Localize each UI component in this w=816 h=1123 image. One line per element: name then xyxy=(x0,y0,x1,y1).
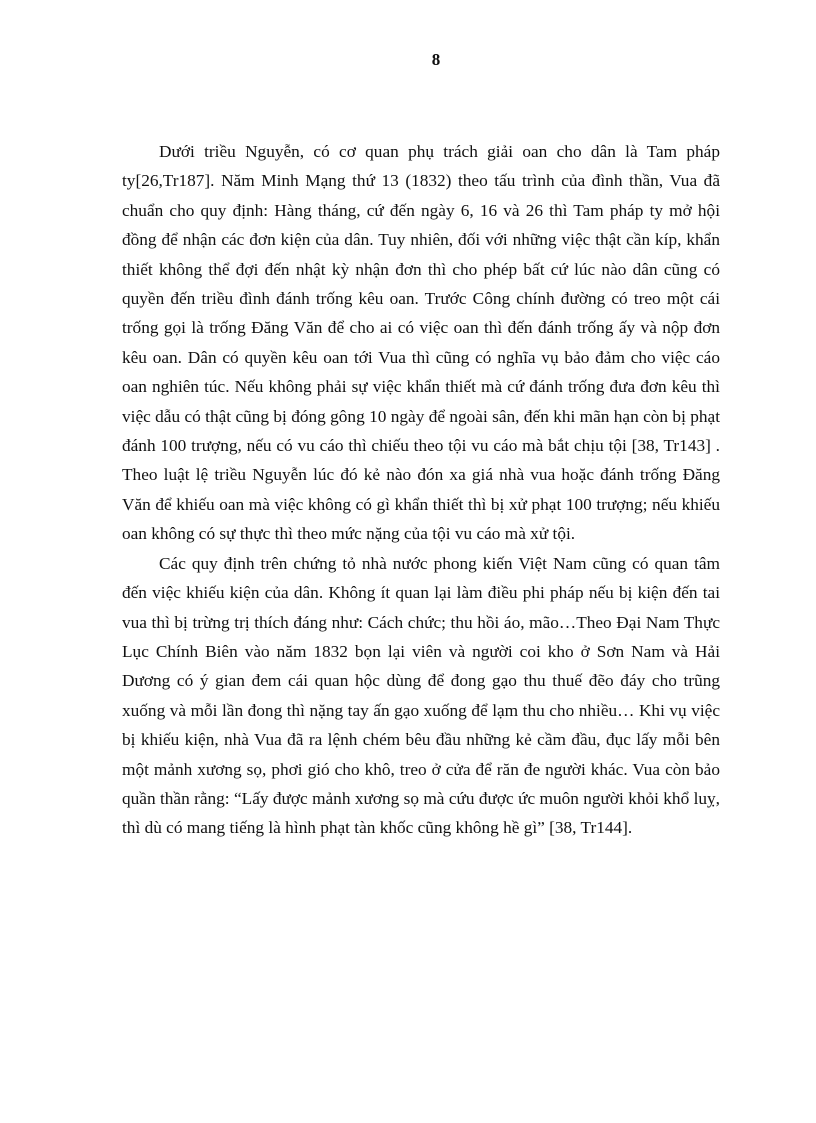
page-number: 8 xyxy=(431,50,441,69)
paragraph-2: Các quy định trên chứng tỏ nhà nước phong kiến Việt Nam cũng có quan tâm đến việc khiếu kiện của dân. Không ít quan lại làm điều phi pháp nếu bị kiện đến tai vua thì bị trừng trị thích đáng như: Cách chức; thu hồi áo, mão…Theo Đại Nam Thực Lục Chính Biên vào năm 1832 bọn lại viên và người coi kho ở Sơn Nam và Hải Dương có ý gian đem cái quan hộc dùng để đong gạo thu thuế đẽo đáy cho trũng xuống và mỗi lần đong thì nặng tay ấn gạo xuống để lạm thu cho nhiều… Khi vụ việc bị khiếu kiện, nhà Vua đã ra lệnh chém bêu đầu những kẻ cầm đầu, đục lấy mỗi bên một mảnh xương sọ, phơi gió cho khô, treo ở cửa để răn đe người khác. Vua còn bảo quần thần rằng: “Lấy được mảnh xương sọ mà cứu được ức muôn người khỏi khổ luỵ, thì dù có mang tiếng là hình phạt tàn khốc cũng không hề gì” [38, Tr144]. xyxy=(122,553,720,838)
paragraph-1: Dưới triều Nguyễn, có cơ quan phụ trách giải oan cho dân là Tam pháp ty[26,Tr187]. Năm Minh Mạng thứ 13 (1832) theo tấu trình của đình thần, Vua đã chuẩn cho quy định: Hàng tháng, cứ đến ngày 6, 16 và 26 thì Tam pháp ty mở hội đồng để nhận các đơn kiện của dân. Tuy nhiên, đối với những việc thật cần kíp, khẩn thiết không thể đợi đến nhật kỳ nhận đơn thì cho phép bất cứ lúc nào dân cũng có quyền đến triều đình đánh trống kêu oan. Trước Công chính đường có treo một cái trống gọi là trống Đăng Văn để cho ai có việc oan thì đến đánh trống ấy và nộp đơn kêu oan. Dân có quyền kêu oan tới Vua thì cũng có nghĩa vụ bảo đảm cho việc cáo oan nghiên túc. Nếu không phải sự việc khẩn thiết mà cứ đánh trống đưa đơn kêu thì việc dẫu có thật cũng bị đóng gông 10 ngày để ngoài sân, đến khi mãn hạn còn bị phạt đánh 100 trượng, nếu có vu cáo thì chiếu theo tội vu cáo mà bắt chịu tội [38, Tr143] . Theo luật lệ triều Nguyễn lúc đó kẻ nào đón xa giá nhà vua hoặc đánh trống Đăng Văn để khiếu oan mà việc không có gì khẩn thiết thì bị xử phạt 100 trượng; nếu khiếu oan không có sự thực thì theo mức nặng của tội vu cáo mà xử tội. xyxy=(122,142,720,544)
body-text xyxy=(122,137,720,843)
